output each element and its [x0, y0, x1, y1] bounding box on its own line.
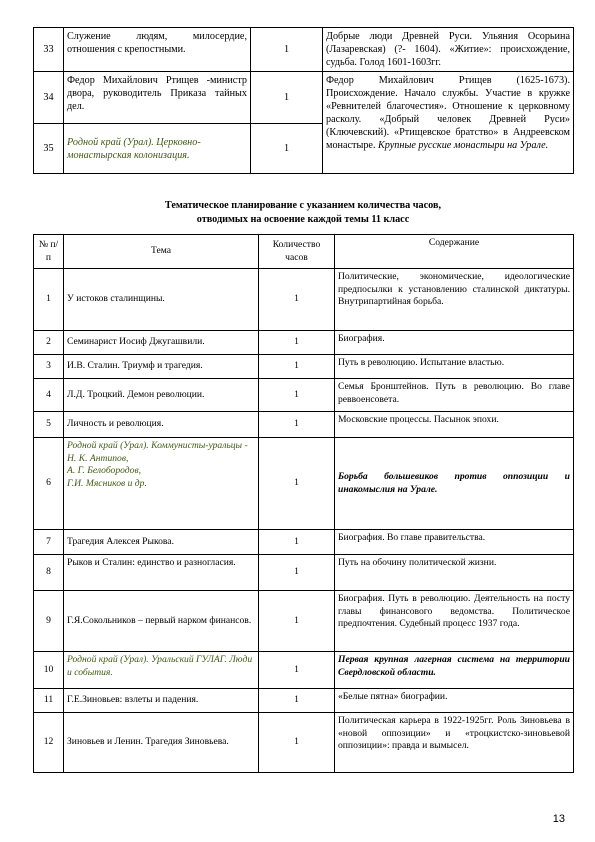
row-number: 35: [34, 124, 64, 174]
row-number: 5: [34, 412, 64, 438]
row-hours: 1: [259, 591, 335, 652]
row-content: «Белые пятна» биографии.: [335, 689, 574, 713]
table-row: [34, 530, 574, 555]
row-number: 10: [34, 652, 64, 689]
header-number: № п/п: [34, 235, 64, 269]
topic-line: А. Г. Белобородов,: [67, 465, 142, 477]
table-row: [34, 438, 574, 530]
header-content: Содержание: [335, 235, 574, 269]
row-content: Биография.: [335, 331, 574, 355]
section-title-line-2: отводимых на освоение каждой темы 11 класс: [196, 214, 410, 225]
row-topic: Г.Я.Сокольников – первый нарком финансов.: [64, 591, 259, 652]
row-content: Биография. Путь в революцию. Деятельность на посту главы финансового ведомства. Политическое предпочтения. Судебный процесс 1937 года.: [335, 591, 574, 652]
row-hours: 1: [259, 355, 335, 379]
row-topic: И.В. Сталин. Триумф и трагедия.: [64, 355, 259, 379]
row-number: 6: [34, 438, 64, 530]
row-content: Политическая карьера в 1922-1925гг. Роль Зиновьева в «новой оппозиции» и «троцкистско-зиновьевой оппозиции»: правда и вымысел.: [335, 713, 574, 773]
row-topic: Рыков и Сталин: единство и разногласия.: [64, 555, 259, 591]
table-row: [34, 355, 574, 379]
row-content: Первая крупная лагерная система на территории Свердловской области.: [335, 652, 574, 689]
row-number: 11: [34, 689, 64, 713]
section-title-line-1: Тематическое планирование с указанием количества часов,: [164, 200, 442, 211]
row-content: Политические, экономические, идеологические предпосылки к установлению сталинской диктатуры. Внутрипартийная борьба.: [335, 269, 574, 331]
row-hours: 1: [251, 28, 323, 72]
row-topic: Служение людям, милосердие, отношения с крепостными.: [64, 28, 251, 72]
row-hours: 1: [259, 412, 335, 438]
row-hours: 1: [259, 555, 335, 591]
table-row: [34, 379, 574, 412]
row-content: Федор Михайлович Ртищев (1625-1673). Происхождение. Начало службы. Участие в кружке «Ревнителей благочестия». Отношение к церковному расколу. «Добрый человек Древней Руси» (Ключевский). «Ртищевское братство» в Андреевском монастыре. Крупные русские монастыри на Урале.: [323, 72, 574, 174]
table-row: [34, 652, 574, 689]
row-topic: Л.Д. Троцкий. Демон революции.: [64, 379, 259, 412]
row-hours: 1: [251, 124, 323, 174]
topic-line: Родной край (Урал). Коммунисты-уральцы -: [67, 440, 248, 451]
table-row: [34, 713, 574, 773]
row-topic: У истоков сталинщины.: [64, 269, 259, 331]
topic-line: Г.И. Мясников и др.: [67, 477, 147, 489]
row-hours: 1: [259, 530, 335, 555]
row-content: Путь на обочину политической жизни.: [335, 555, 574, 591]
row-topic: Трагедия Алексея Рыкова.: [64, 530, 259, 555]
row-topic: Личность и революция.: [64, 412, 259, 438]
table-row: [34, 28, 574, 72]
row-hours: 1: [259, 438, 335, 530]
row-content: Семья Бронштейнов. Путь в революцию. Во главе реввоенсовета.: [335, 379, 574, 412]
row-number: 1: [34, 269, 64, 331]
row-hours: 1: [259, 269, 335, 331]
row-number: 34: [34, 72, 64, 124]
row-number: 7: [34, 530, 64, 555]
row-number: 9: [34, 591, 64, 652]
row-topic: Зиновьев и Ленин. Трагедия Зиновьева.: [64, 713, 259, 773]
row-topic: Федор Михайлович Ртищев -министр двора, руководитель Приказа тайных дел.: [64, 72, 251, 124]
table-header-row: [34, 235, 574, 269]
row-hours: 1: [259, 652, 335, 689]
table-row: [34, 412, 574, 438]
table-row: [34, 72, 574, 124]
row-number: 12: [34, 713, 64, 773]
row-topic: Семинарист Иосиф Джугашвили.: [64, 331, 259, 355]
row-topic: Родной край (Урал). Уральский ГУЛАГ. Люди и события.: [64, 652, 259, 689]
row-hours: 1: [251, 72, 323, 124]
topic-line: Н. К. Антипов,: [67, 452, 129, 464]
table-row: [34, 555, 574, 591]
table-row: [34, 591, 574, 652]
row-hours: 1: [259, 331, 335, 355]
table-row: [34, 269, 574, 331]
row-topic: Родной край (Урал). Церковно-монастырская колонизация.: [64, 124, 251, 174]
continuation-table: [33, 27, 574, 174]
thematic-plan-table: [33, 234, 574, 773]
row-number: 8: [34, 555, 64, 591]
row-number: 2: [34, 331, 64, 355]
row-content: Добрые люди Древней Руси. Ульяния Осорьина (Лазаревская) (?- 1604). «Житие»: происхождение, судьба. Голод 1601-1603гг.: [323, 28, 574, 72]
header-hours: Количество часов: [259, 235, 335, 269]
page-number: 13: [552, 813, 565, 825]
header-topic: Тема: [64, 235, 259, 269]
row-content: Путь в революцию. Испытание властью.: [335, 355, 574, 379]
row-number: 3: [34, 355, 64, 379]
row-number: 4: [34, 379, 64, 412]
row-topic: [64, 438, 259, 530]
row-hours: 1: [259, 713, 335, 773]
table-row: [34, 689, 574, 713]
row-topic: Г.Е.Зиновьев: взлеты и падения.: [64, 689, 259, 713]
row-number: 33: [34, 28, 64, 72]
row-hours: 1: [259, 379, 335, 412]
table-row: [34, 331, 574, 355]
row-content: Биография. Во главе правительства.: [335, 530, 574, 555]
row-hours: 1: [259, 689, 335, 713]
row-content: Борьба большевиков против оппозиции и инакомыслия на Урале.: [335, 438, 574, 530]
row-content: Московские процессы. Пасынок эпохи.: [335, 412, 574, 438]
